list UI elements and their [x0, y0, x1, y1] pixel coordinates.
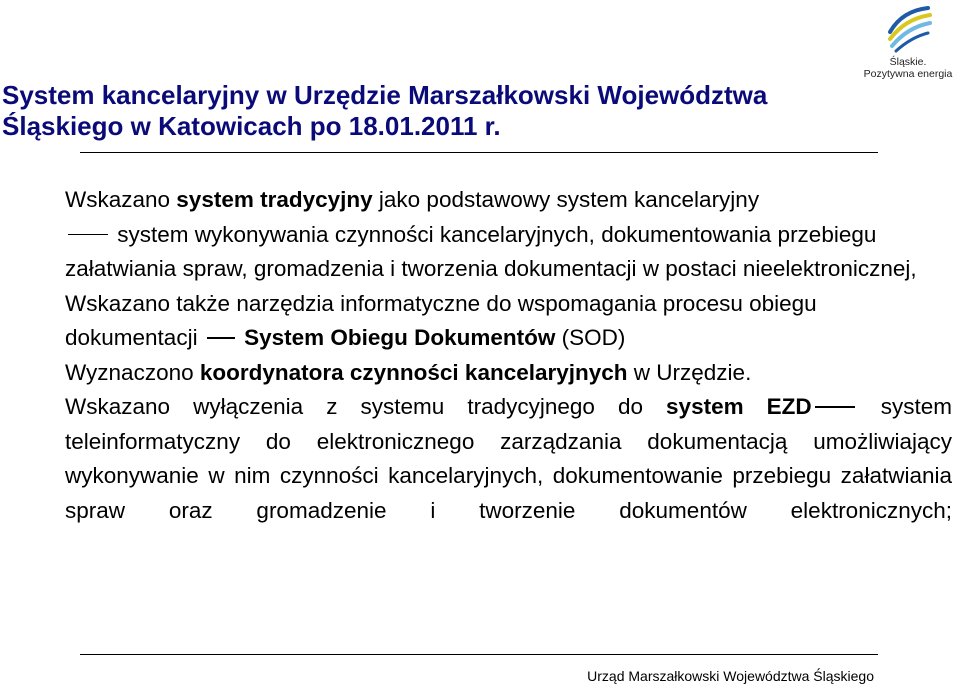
- paragraph-ezd: [65, 390, 952, 528]
- p1-text-c: jako podstawowy system kancelaryjny: [372, 187, 760, 212]
- logo-tagline: Pozytywna energia: [863, 68, 953, 80]
- em-dash: [815, 406, 855, 408]
- p4-text-c: system teleinformatyczny do elektronicznego zarządzania dokumentacją umożliwiający wykonywanie w nim czynności kancelaryjnych, dokumentowanie przebiegu załatwiania spraw oraz gromadzenie i tworzenie dokumentów elektronicznych;: [65, 394, 952, 523]
- logo-brand: [858, 56, 958, 80]
- logo-name: Śląskie.: [889, 56, 927, 68]
- p4-text-a: Wskazano wyłączenia z systemu tradycyjnego do: [65, 394, 667, 419]
- footer-text: Urząd Marszałkowski Województwa Śląskiego: [587, 668, 874, 684]
- em-dash: [68, 234, 108, 236]
- paragraph-tradycyjny: [65, 183, 952, 287]
- p2-text-a: Wskazano także narzędzia informatyczne do wspomagania procesu obiegu dokumentacji: [65, 290, 817, 350]
- p1-text-d: system wykonywania czynności kancelaryjnych, dokumentowania przebiegu załatwiania spraw, gromadzenia i tworzenia dokumentacji w postaci nieelektronicznej,: [65, 221, 917, 281]
- p3-bold: koordynatora czynności kancelaryjnych: [199, 359, 628, 385]
- paragraph-sod: [65, 287, 952, 356]
- slide-body: [65, 183, 952, 528]
- title-line-1: System kancelaryjny w Urzędzie Marszałkowski Województwa: [2, 80, 768, 110]
- p2-bold: System Obiegu Dokumentów: [244, 325, 556, 350]
- em-dash: [207, 337, 235, 339]
- bottom-divider: [80, 654, 878, 655]
- p3-text-a: Wyznaczono: [65, 359, 200, 385]
- p1-bold: system tradycyjny: [176, 187, 373, 212]
- p4-bold: system EZD: [666, 394, 812, 419]
- paragraph-koordynator: [65, 356, 952, 391]
- top-divider: [80, 152, 878, 153]
- slaskie-logo-icon: [884, 2, 936, 54]
- p1-text-a: Wskazano: [65, 187, 177, 212]
- p2-text-d: (SOD): [555, 325, 626, 350]
- logo: [858, 2, 960, 84]
- title-line-2: Śląskiego w Katowicach po 18.01.2011 r.: [2, 111, 501, 141]
- page-title: [2, 80, 852, 142]
- p3-text-c: w Urzędzie.: [627, 359, 752, 385]
